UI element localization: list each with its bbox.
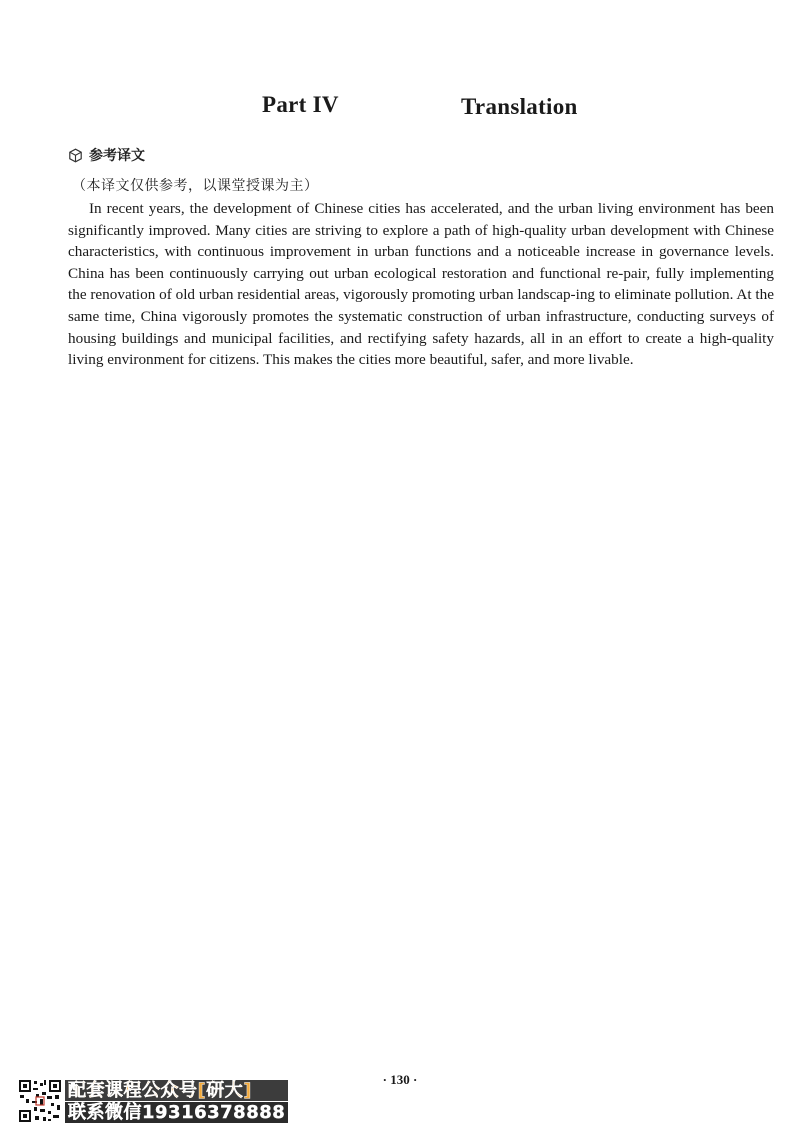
translation-paragraph: In recent years, the development of Chinese cities has accelerated, and the urban living environment has been significantly improved. Many cities are striving to explore a path of high-quality urban development with Chinese characteristics, with continuous improvement in urban functions and a noticeable increase in governance levels. China has been continuously carrying out urban ecological restoration and functional re-pair, fully implementing the renovation of old urban residential areas, vigorously promoting urban landscap-ing to eliminate pollution. At the same time, China vigorously promotes the systematic construction of urban infrastructure, conducting surveys of housing buildings and municipal facilities, and rectifying safety hazards, all in an effort to create a high-quality living environment for citizens. This makes the cities more beautiful, safer, and more livable. <box>68 200 774 369</box>
section-header <box>68 145 145 165</box>
watermark-line-1: 配套课程公众号[研大] <box>65 1080 288 1101</box>
part-heading <box>0 92 800 128</box>
qr-code-icon <box>18 1079 62 1123</box>
watermark <box>18 1079 288 1123</box>
translation-note: （本译文仅供参考，以课堂授课为主） <box>72 178 319 194</box>
watermark-line-2: 联系微信19316378888 <box>65 1102 288 1123</box>
part-label: Part IV <box>262 92 339 117</box>
section-label: 参考译文 <box>89 148 145 164</box>
watermark-text <box>65 1080 288 1123</box>
page-number: · 130 · <box>382 1072 418 1087</box>
cube-icon <box>68 148 83 163</box>
part-title: Translation <box>461 94 578 119</box>
